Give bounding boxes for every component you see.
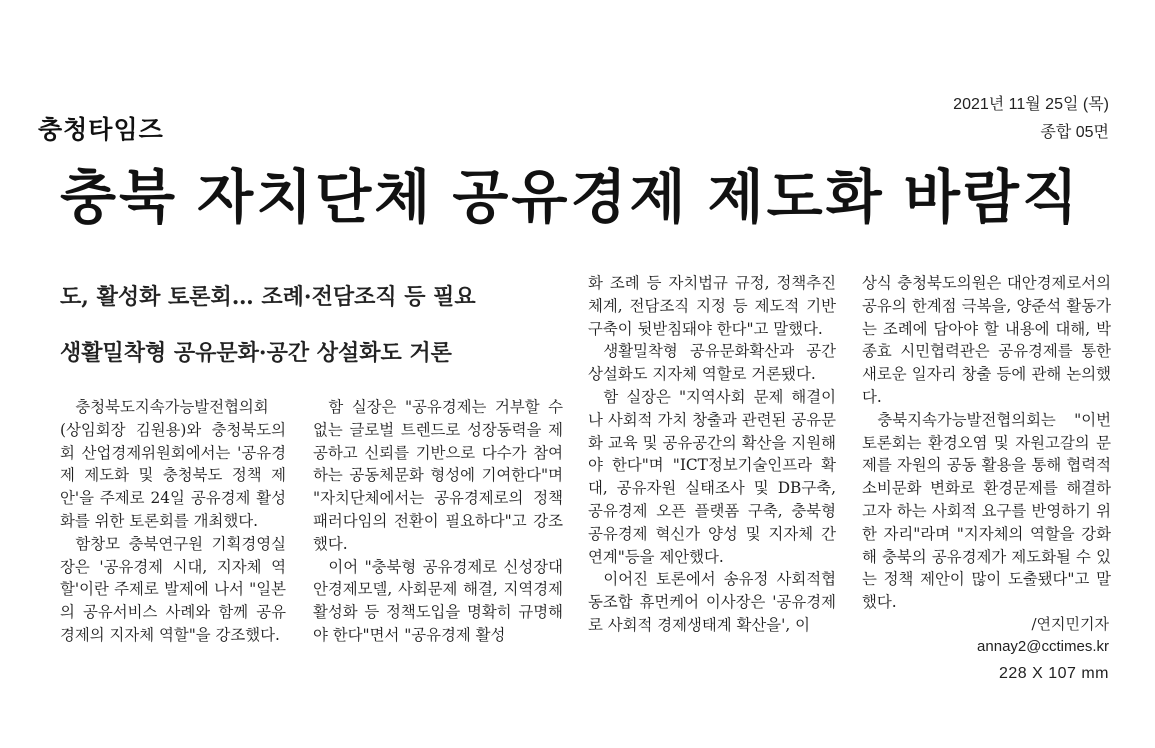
paragraph: 상식 충청북도의원은 대안경제로서의 공유의 한계점 극복을, 양준석 활동가는 조례에 담아야 할 내용에 대해, 박종효 시민협력관은 공유경제를 통한 새로운 일자리 창출 등에 관해 논의했다. <box>862 274 1111 406</box>
article-column-2 <box>313 396 563 647</box>
clipping-size: 228 X 107 mm <box>998 665 1109 682</box>
article-column-3 <box>588 272 836 637</box>
article-subheading-1: 도, 활성화 토론회… 조례·전담조직 등 필요 <box>60 284 476 310</box>
paragraph: 함 실장은 "공유경제는 거부할 수 없는 글로벌 트렌드로 성장동력을 제공하고 신뢰를 기반으로 다수가 참여하는 공동체문화 형성에 기여한다"며 "자치단체에서는 공유경제로의 정책 패러다임의 전환이 필요하다"고 강조했다. <box>313 398 563 553</box>
page-number: 종합 05면 <box>1040 124 1109 141</box>
masthead-logo: 충청타임즈 <box>38 116 164 144</box>
reporter-email: annay2@cctimes.kr <box>977 638 1109 655</box>
paragraph: 이어진 토론에서 송유정 사회적협동조합 휴먼케어 이사장은 '공유경제로 사회적 경제생태계 확산을', 이 <box>588 570 836 634</box>
paragraph: 함 실장은 "지역사회 문제 해결이나 사회적 가치 창출과 관련된 공유문화 교육 및 공유공간의 확산을 지원해야 한다"며 "ICT정보기술인프라 확대, 공유자원 실태조사 및 DB구축, 공유경제 오픈 플랫폼 구축, 충북형 공유경제 혁신가 양성 및 지자체 간 연계"등을 제안했다. <box>588 387 836 566</box>
publish-date: 2021년 11월 25일 (목) <box>953 96 1109 113</box>
paragraph: 생활밀착형 공유문화확산과 공간 상설화도 지자체 역할로 거론됐다. <box>588 342 836 384</box>
article-subheading-2: 생활밀착형 공유문화·공간 상설화도 거론 <box>60 340 452 366</box>
article-headline: 충북 자치단체 공유경제 제도화 바람직 <box>60 165 1081 230</box>
paragraph: 이어 "충북형 공유경제로 신성장대안경제모델, 사회문제 해결, 지역경제 활성화 등 정책도입을 명확히 규명해야 한다"면서 "공유경제 활성 <box>313 557 563 644</box>
paragraph: 충청북도지속가능발전협의회(상임회장 김원용)와 충청북도의회 산업경제위원회에서는 '공유경제 제도화 및 충청북도 정책 제안'을 주제로 24일 공유경제 활성화를 위한 토론회를 개최했다. <box>60 398 286 530</box>
paragraph: 함창모 충북연구원 기획경영실장은 '공유경제 시대, 지자체 역할'이란 주제로 발제에 나서 "일본의 공유서비스 사례와 함께 공유경제의 지자체 역할"을 강조했다. <box>60 534 286 644</box>
paragraph: 화 조례 등 자치법규 규정, 정책추진체계, 전담조직 지정 등 제도적 기반 구축이 뒷받침돼야 한다"고 말했다. <box>588 274 836 338</box>
paragraph: 충북지속가능발전협의회는 "이번 토론회는 환경오염 및 자원고갈의 문제를 자원의 공동 활용을 통해 협력적 소비문화 변화로 환경문제를 해결하고자 하는 사회적 요구를 반영하기 위한 자리"라며 "지자체의 역할을 강화해 충북의 공유경제가 제도화될 수 있는 정책 제안이 많이 도출됐다"고 말했다. <box>862 410 1111 612</box>
article-column-4 <box>862 272 1111 614</box>
article-column-1 <box>60 396 286 647</box>
reporter-byline: /연지민기자 <box>1031 615 1109 633</box>
